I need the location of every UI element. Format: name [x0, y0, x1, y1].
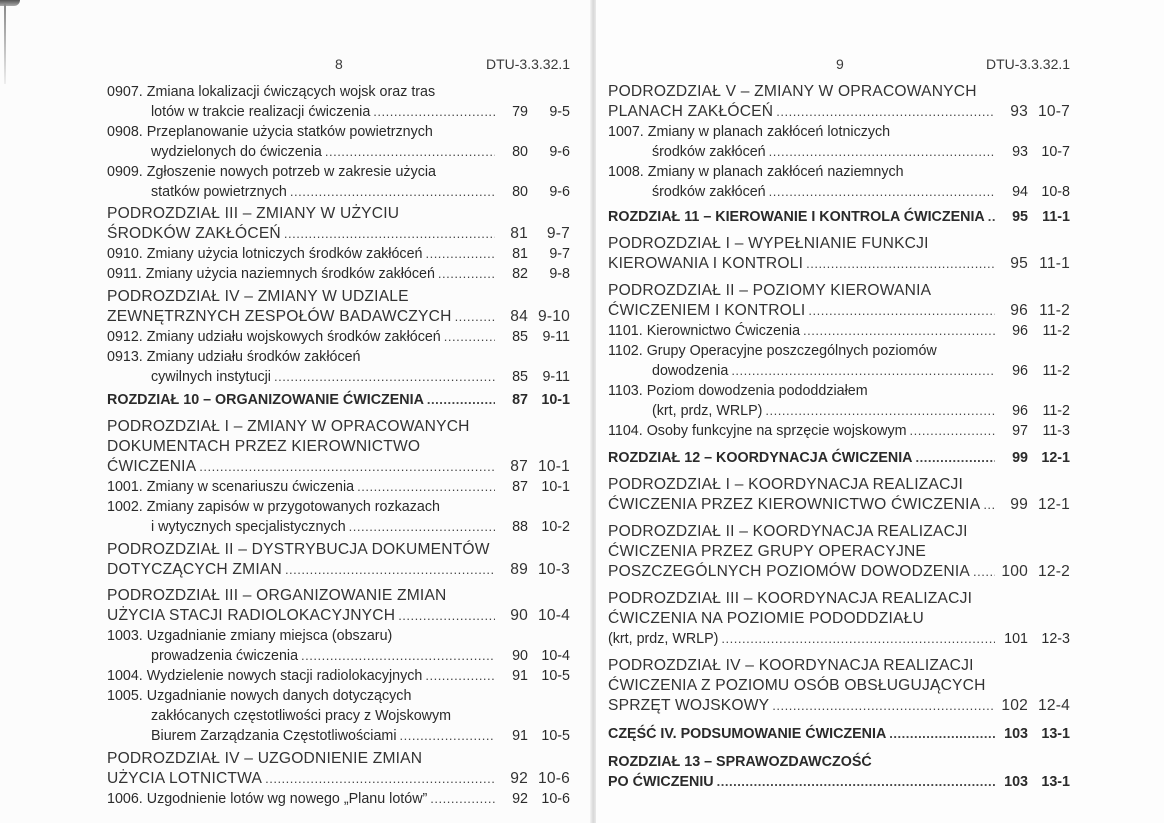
toc-entry-title: UŻYCIA LOTNICTWA [107, 770, 263, 787]
toc-entry [107, 477, 570, 497]
toc-subchapter-entry [608, 301, 1070, 321]
toc-chapter-ref: 11-1 [1039, 255, 1070, 272]
toc-entry [652, 401, 1070, 421]
toc-page-number: 87 [512, 479, 528, 495]
toc-entry-title: ĆWICZENIEM I KONTROLI [608, 302, 806, 319]
leader-dots [349, 517, 495, 537]
toc-page-number: 85 [512, 369, 528, 385]
toc-subchapter-entry [107, 749, 570, 769]
toc-entry-title: SPRZĘT WOJSKOWY [608, 697, 770, 714]
leader-dots [889, 724, 995, 744]
toc-chapter-ref: 9-8 [549, 266, 570, 282]
toc-page-number: 89 [510, 561, 528, 578]
leader-dots [806, 254, 995, 274]
toc-entry [107, 666, 570, 686]
toc-subchapter-entry [107, 540, 570, 560]
toc-entry [151, 367, 570, 387]
leader-dots [427, 390, 495, 410]
toc-entry [608, 321, 1070, 341]
toc-page-number: 99 [1012, 450, 1028, 466]
toc-page-number: 87 [512, 392, 528, 408]
toc-subchapter-entry [608, 522, 1070, 542]
leader-dots [988, 207, 995, 227]
toc-entry-title: ZEWNĘTRZNYCH ZESPOŁÓW BADAWCZYCH [107, 308, 452, 325]
toc-page-number: 99 [1010, 496, 1028, 513]
toc-entry-title: ROZDZIAŁ 10 – ORGANIZOWANIE ĆWICZENIA [107, 392, 424, 408]
toc-chapter-ref: 10-2 [541, 519, 570, 535]
toc-page-number: 95 [1012, 209, 1028, 225]
toc-entry [107, 347, 570, 367]
toc-chapter-ref: 11-2 [1042, 323, 1070, 339]
toc-subchapter-entry [608, 656, 1070, 676]
toc-page-number: 96 [1012, 403, 1028, 419]
toc-entry-title: KIEROWANIA I KONTROLI [608, 255, 804, 272]
toc-page-number: 81 [512, 246, 528, 262]
toc-entry-title: ĆWICZENIA NA POZIOMIE PODODDZIAŁU [608, 610, 924, 627]
toc-entry-title: 0912. Zmiany udziału wojskowych środków zakłóceń [107, 329, 441, 345]
toc-entry-title: ĆWICZENIA Z POZIOMU OSÓB OBSŁUGUJĄCYCH [608, 677, 986, 694]
toc-entry-title: ROZDZIAŁ 12 – KOORDYNACJA ĆWICZENIA [608, 450, 913, 466]
toc-page-number: 101 [1004, 631, 1028, 647]
toc-page-number: 90 [512, 648, 528, 664]
page-curl-decoration [0, 0, 22, 90]
toc-chapter-ref: 9-5 [549, 104, 570, 120]
toc-entry-title: 1101. Kierownictwo Ćwiczenia [608, 323, 801, 339]
toc-entry-title: 1102. Grupy Operacyjne poszczególnych poziomów [608, 343, 937, 359]
page-number: 8 [335, 56, 343, 72]
toc-chapter-ref: 11-1 [1042, 209, 1070, 225]
leader-dots [199, 457, 495, 477]
leader-dots [398, 606, 495, 626]
toc-subchapter-entry [107, 224, 570, 244]
leader-dots [290, 182, 495, 202]
toc-entry-title: ŚRODKÓW ZAKŁÓCEŃ [107, 225, 281, 242]
toc-entry [652, 361, 1070, 381]
toc-entry-title: prowadzenia ćwiczenia [151, 648, 299, 664]
toc-subchapter-entry [608, 102, 1070, 122]
toc-page-number: 85 [512, 329, 528, 345]
toc-entry [107, 244, 570, 264]
toc-entry-title: PODROZDZIAŁ V – ZMIANY W OPRACOWANYCH [608, 83, 977, 100]
toc-subchapter-entry [608, 676, 1070, 696]
toc-chapter-ref: 11-2 [1042, 403, 1070, 419]
toc-subchapter-entry [608, 281, 1070, 301]
document-code: DTU-3.3.32.1 [486, 56, 571, 72]
toc-entry-title: CZĘŚĆ IV. PODSUMOWANIE ĆWICZENIA [608, 726, 887, 742]
toc-entry [151, 142, 570, 162]
toc-entry-title: środków zakłóceń [652, 184, 766, 200]
leader-dots [425, 244, 495, 264]
toc-page-number: 102 [1001, 697, 1028, 714]
leader-dots [803, 321, 995, 341]
toc-chapter-ref: 9-10 [537, 308, 570, 325]
toc-entry-title: PODROZDZIAŁ I – ZMIANY W OPRACOWANYCH [107, 418, 470, 435]
toc-entry-title: (krt, prdz, WRLP) [608, 631, 719, 647]
toc-entry-title: ROZDZIAŁ 13 – SPRAWOZDAWCZOŚĆ [608, 754, 872, 770]
toc-entry-title: DOTYCZĄCYCH ZMIAN [107, 561, 282, 578]
toc-chapter-ref: 10-1 [541, 392, 570, 408]
toc-entry-title: 0913. Zmiany udziału środków zakłóceń [107, 349, 361, 365]
toc-entry-title: PODROZDZIAŁ I – KOORDYNACJA REALIZACJI [608, 476, 964, 493]
leader-dots [444, 327, 495, 347]
toc-entry [107, 789, 570, 809]
toc-chapter-ref: 9-11 [542, 369, 570, 385]
toc-chapter-ref: 9-7 [549, 246, 570, 262]
toc-page-number: 92 [510, 770, 528, 787]
toc-page-number: 90 [510, 607, 528, 624]
toc-entry-title: i wytycznych specjalistycznych [151, 519, 346, 535]
leader-dots [284, 224, 495, 244]
toc-entry-title: dowodzenia [652, 363, 729, 379]
toc-entry [107, 264, 570, 284]
leader-dots [265, 769, 495, 789]
toc-subchapter-entry [608, 234, 1070, 254]
toc-chapter-ref: 10-6 [541, 791, 570, 807]
toc-entry [608, 421, 1070, 441]
toc-entry [107, 327, 570, 347]
toc-chapter-ref: 10-5 [541, 668, 570, 684]
document-code: DTU-3.3.32.1 [986, 56, 1071, 72]
toc-page-number: 97 [1012, 423, 1028, 439]
toc-entry-title: cywilnych instytucji [151, 369, 271, 385]
toc-entry-title: PODROZDZIAŁ IV – UZGODNIENIE ZMIAN [107, 750, 423, 767]
right-page [596, 0, 1164, 823]
leader-dots [721, 629, 995, 649]
toc-entry-title: (krt, prdz, WRLP) [652, 403, 763, 419]
toc-entry-title: 0910. Zmiany użycia lotniczych środków zakłóceń [107, 246, 423, 262]
toc-page-number: 79 [512, 104, 528, 120]
toc-chapter-entry [608, 752, 1070, 772]
toc-entry [107, 686, 570, 706]
toc-chapter-ref: 10-5 [541, 728, 570, 744]
toc-subchapter-entry [107, 586, 570, 606]
toc-chapter-ref: 10-8 [1041, 184, 1070, 200]
toc-subchapter-entry [107, 457, 570, 477]
toc-chapter-ref: 11-2 [1042, 363, 1070, 379]
toc-page-number: 96 [1012, 323, 1028, 339]
toc-page-number: 91 [512, 668, 528, 684]
toc-entry-title: 1001. Zmiany w scenariuszu ćwiczenia [107, 479, 355, 495]
toc-entry [151, 706, 570, 726]
toc-entry [652, 142, 1070, 162]
toc-page-number: 87 [510, 458, 528, 475]
toc-subchapter-entry [608, 475, 1070, 495]
toc-entry-title: PLANACH ZAKŁÓCEŃ [608, 103, 774, 120]
toc-page-number: 81 [510, 225, 528, 242]
leader-dots [769, 182, 995, 202]
toc-chapter-entry [608, 207, 1070, 227]
toc-entry [151, 102, 570, 122]
toc-chapter-entry [107, 390, 570, 410]
leader-dots [765, 401, 995, 421]
toc-entry [608, 629, 1070, 649]
toc-entry-title: PODROZDZIAŁ II – KOORDYNACJA REALIZACJI [608, 523, 968, 540]
toc-entry-title: PO ĆWICZENIU [608, 774, 714, 790]
leader-dots [910, 421, 995, 441]
toc-page-number: 88 [512, 519, 528, 535]
toc-chapter-ref: 12-1 [1041, 450, 1070, 466]
toc-entry [608, 341, 1070, 361]
toc-subchapter-entry [107, 560, 570, 580]
toc-entry [151, 517, 570, 537]
toc-subchapter-entry [107, 417, 570, 437]
toc-subchapter-entry [107, 769, 570, 789]
toc-subchapter-entry [608, 589, 1070, 609]
toc-chapter-entry [608, 724, 1070, 744]
toc-entry-title: 1006. Uzgodnienie lotów wg nowego „Planu lotów” [107, 791, 428, 807]
toc-entry-title: zakłócanych częstotliwości pracy z Wojskowym [151, 708, 452, 724]
toc-page-number: 93 [1012, 144, 1028, 160]
toc-entry-title: PODROZDZIAŁ III – ZMIANY W UŻYCIU [107, 205, 400, 222]
toc-entry-title: 1005. Uzgadnianie nowych danych dotyczących [107, 688, 412, 704]
leader-dots [916, 448, 996, 468]
toc-page-number: 100 [1001, 563, 1028, 580]
toc-entry [107, 162, 570, 182]
toc-entry-title: 1103. Poziom dowodzenia pododdziałem [608, 383, 868, 399]
toc-entry-title: 0907. Zmiana lokalizacji ćwiczących wojsk oraz tras [107, 84, 436, 100]
toc-page-number: 80 [512, 184, 528, 200]
toc-entry-title: 1008. Zmiany w planach zakłóceń naziemnych [608, 164, 904, 180]
toc-page-number: 96 [1012, 363, 1028, 379]
leader-dots [731, 361, 995, 381]
toc-entry-title: ĆWICZENIA PRZEZ GRUPY OPERACYJNE [608, 543, 927, 560]
toc-entry-title: POSZCZEGÓLNYCH POZIOMÓW DOWODZENIA [608, 563, 970, 580]
toc-subchapter-entry [608, 562, 1070, 582]
toc-chapter-ref: 10-1 [537, 458, 570, 475]
toc-entry-title: UŻYCIA STACJI RADIOLOKACYJNYCH [107, 607, 396, 624]
toc-entry [107, 626, 570, 646]
toc-entry [107, 497, 570, 517]
toc-page-number: 93 [1010, 103, 1028, 120]
toc-entry-title: 0908. Przeplanowanie użycia statków powietrznych [107, 124, 433, 140]
toc-page-number: 84 [510, 308, 528, 325]
leader-dots [285, 560, 495, 580]
toc-entry-title: 1104. Osoby funkcyjne na sprzęcie wojskowym [608, 423, 907, 439]
toc-page-number: 80 [512, 144, 528, 160]
toc-entry [608, 381, 1070, 401]
toc-page-number: 94 [1012, 184, 1028, 200]
toc-chapter-ref: 10-3 [537, 561, 570, 578]
toc-chapter-entry [608, 772, 1070, 792]
toc-subchapter-entry [608, 254, 1070, 274]
leader-dots [776, 102, 995, 122]
toc-subchapter-entry [608, 609, 1070, 629]
toc-entry [151, 182, 570, 202]
toc-subchapter-entry [107, 437, 570, 457]
toc-subchapter-entry [608, 495, 1070, 515]
toc-subchapter-entry [107, 307, 570, 327]
toc-entry-title: PODROZDZIAŁ IV – KOORDYNACJA REALIZACJI [608, 657, 974, 674]
toc-chapter-ref: 12-3 [1041, 631, 1070, 647]
toc-page-number: 92 [512, 791, 528, 807]
toc-entry-title: 1003. Uzgadnianie zmiany miejsca (obszaru) [107, 628, 393, 644]
toc-entry-title: PODROZDZIAŁ II – DYSTRYBUCJA DOKUMENTÓW [107, 541, 490, 558]
toc-entry [652, 182, 1070, 202]
toc-page-number: 95 [1010, 255, 1028, 272]
toc-entry [608, 122, 1070, 142]
toc-page-number: 91 [512, 728, 528, 744]
toc-entry-title: PODROZDZIAŁ IV – ZMIANY W UDZIALE [107, 288, 409, 305]
toc-entry-title: DOKUMENTACH PRZEZ KIEROWNICTWO [107, 438, 421, 455]
toc-chapter-ref: 10-4 [537, 607, 570, 624]
toc-subchapter-entry [608, 82, 1070, 102]
toc-chapter-ref: 9-7 [546, 225, 570, 242]
toc-chapter-ref: 11-2 [1039, 302, 1070, 319]
toc-entry-title: 1004. Wydzielenie nowych stacji radiolokacyjnych [107, 668, 423, 684]
leader-dots [301, 646, 495, 666]
toc-entry [151, 726, 570, 746]
toc-subchapter-entry [107, 287, 570, 307]
toc-chapter-entry [608, 448, 1070, 468]
toc-entry-title: PODROZDZIAŁ III – ORGANIZOWANIE ZMIAN [107, 587, 447, 604]
leader-dots [438, 264, 495, 284]
toc-entry [107, 122, 570, 142]
toc-chapter-ref: 10-7 [1041, 144, 1070, 160]
toc-entry-title: środków zakłóceń [652, 144, 766, 160]
toc-entry-title: ĆWICZENIA PRZEZ KIEROWNICTWO ĆWICZENIA [608, 496, 981, 513]
toc-chapter-ref: 9-6 [549, 184, 570, 200]
toc-entry-title: statków powietrznych [151, 184, 287, 200]
toc-page-number: 82 [512, 266, 528, 282]
leader-dots [983, 495, 995, 515]
leader-dots [769, 142, 995, 162]
toc-entry-title: Biurem Zarządzania Częstotliwościami [151, 728, 397, 744]
leader-dots [373, 102, 495, 122]
toc-chapter-ref: 12-1 [1037, 496, 1070, 513]
toc-chapter-ref: 12-2 [1037, 563, 1070, 580]
toc-subchapter-entry [107, 204, 570, 224]
toc-chapter-ref: 9-11 [542, 329, 570, 345]
leader-dots [425, 666, 495, 686]
toc-entry-title: PODROZDZIAŁ I – WYPEŁNIANIE FUNKCJI [608, 235, 929, 252]
toc-chapter-ref: 10-1 [541, 479, 570, 495]
leader-dots [808, 301, 995, 321]
leader-dots [400, 726, 495, 746]
leader-dots [430, 789, 495, 809]
toc-subchapter-entry [608, 696, 1070, 716]
leader-dots [325, 142, 495, 162]
leader-dots [973, 562, 995, 582]
toc-entry [608, 162, 1070, 182]
leader-dots [274, 367, 495, 387]
toc-entry-title: 1002. Zmiany zapisów w przygotowanych rozkazach [107, 499, 440, 515]
toc-chapter-ref: 11-3 [1042, 423, 1070, 439]
toc-chapter-ref: 13-1 [1041, 774, 1070, 790]
toc-entry-title: PODROZDZIAŁ II – POZIOMY KIEROWANIA [608, 282, 932, 299]
toc-entry-title: lotów w trakcie realizacji ćwiczenia [151, 104, 371, 120]
toc-subchapter-entry [107, 606, 570, 626]
toc-chapter-ref: 12-4 [1037, 697, 1070, 714]
toc-chapter-ref: 9-6 [549, 144, 570, 160]
leader-dots [772, 696, 995, 716]
toc-chapter-ref: 10-6 [537, 770, 570, 787]
toc-entry-title: 0911. Zmiany użycia naziemnych środków zakłóceń [107, 266, 435, 282]
toc-subchapter-entry [608, 542, 1070, 562]
toc-entry-title: PODROZDZIAŁ III – KOORDYNACJA REALIZACJI [608, 590, 973, 607]
toc-entry-title: ROZDZIAŁ 11 – KIEROWANIE I KONTROLA ĆWICZENIA [608, 209, 985, 225]
toc-page-number: 96 [1010, 302, 1028, 319]
toc-entry-title: wydzielonych do ćwiczenia [151, 144, 322, 160]
leader-dots [717, 772, 995, 792]
toc-chapter-ref: 10-4 [541, 648, 570, 664]
toc-entry-title: 1007. Zmiany w planach zakłóceń lotniczych [608, 124, 891, 140]
page-number: 9 [836, 56, 844, 72]
leader-dots [455, 307, 495, 327]
toc-entry-title: ĆWICZENIA [107, 458, 197, 475]
leader-dots [357, 477, 495, 497]
toc-page-number: 103 [1004, 774, 1028, 790]
toc-entry-title: 0909. Zgłoszenie nowych potrzeb w zakresie użycia [107, 164, 436, 180]
toc-chapter-ref: 13-1 [1041, 726, 1070, 742]
toc-chapter-ref: 10-7 [1037, 103, 1070, 120]
toc-page-number: 103 [1004, 726, 1028, 742]
toc-entry [151, 646, 570, 666]
toc-entry [107, 82, 570, 102]
